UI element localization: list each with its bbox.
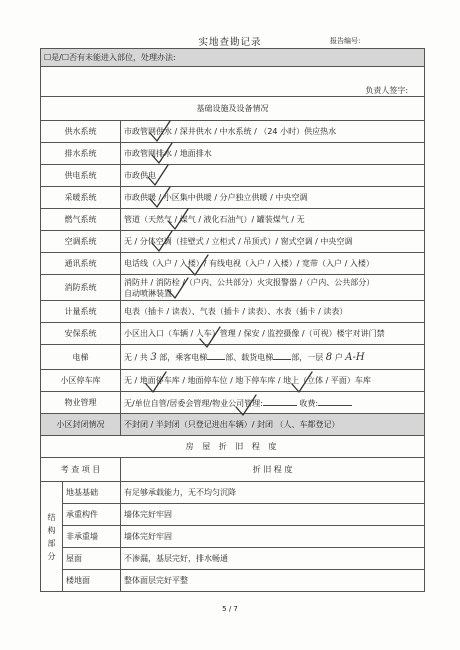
elevator-text-5: 户 (334, 353, 343, 362)
row-value: 市政管网供水 / 深井供水 / 中水系统 / （24 小时）供应热水 (121, 121, 425, 143)
blank-line (263, 397, 297, 406)
blank-line (207, 351, 225, 360)
row-label: 供水系统 (41, 121, 121, 143)
item-value: 墙体完好牢固 (121, 504, 425, 526)
table-row (41, 165, 425, 187)
depreciation-section-title: 房 屋 折 旧 程 度 (41, 436, 425, 458)
row-value: 市政供暖 / 小区集中供暖 / 分户独立供暖 / 中央空调 (121, 187, 425, 209)
table-row (41, 482, 425, 504)
table-row (41, 301, 425, 323)
parking-row (41, 370, 425, 392)
column-header-degree: 折 旧 程 度 (121, 458, 425, 482)
item-value: 整体面层完好平整 (121, 570, 425, 592)
table-row (41, 209, 425, 231)
closure-row (41, 414, 425, 436)
closure-label: 小区封闭情况 (41, 414, 121, 436)
row-label: 计量系统 (41, 301, 121, 323)
row-value (121, 275, 425, 301)
handwritten-unit-range: A-H (345, 352, 365, 363)
item-value: 墙体完好牢固 (121, 526, 425, 548)
table-row (41, 570, 425, 592)
table-row (41, 504, 425, 526)
blank-line (318, 397, 352, 406)
row-label: 供电系统 (41, 165, 121, 187)
row-label: 安保系统 (41, 323, 121, 345)
elevator-label: 电梯 (41, 345, 121, 370)
closure-value: 不封闭 / 半封闭（只登记进出车辆）/ 封闭 （人、车都登记） (121, 414, 425, 436)
table-row (41, 275, 425, 301)
table-row (41, 231, 425, 253)
elevator-row (41, 345, 425, 370)
row-label: 采暖系统 (41, 187, 121, 209)
structure-label-char: 分 (47, 551, 56, 561)
table-row (41, 548, 425, 570)
fire-value-line-2: 自动喷淋装置 (124, 288, 172, 298)
table-row (41, 323, 425, 345)
column-header-item: 考 查 项 目 (41, 458, 121, 482)
signature-line: 负责人签字: (41, 67, 425, 97)
row-label: 消防系统 (41, 275, 121, 301)
fire-value-line-1: 消防井 / 消防栓 /（户内、公共部分）火灾报警器 /（户内、公共部分） (124, 277, 375, 287)
item-label: 地基基础 (63, 482, 121, 504)
row-value: 市政供电 (121, 165, 425, 187)
item-label: 承重构件 (63, 504, 121, 526)
item-value: 不渗漏，基层完好，排水畅通 (121, 548, 425, 570)
handwritten-units-per-floor: 8 (325, 352, 333, 363)
row-label: 燃气系统 (41, 209, 121, 231)
row-label: 排水系统 (41, 143, 121, 165)
item-label: 楼地面 (63, 570, 121, 592)
item-label: 非承重墙 (63, 526, 121, 548)
table-row (41, 187, 425, 209)
blank-line (273, 351, 291, 360)
row-value: 管道（天然气 / 煤气 / 液化石油气）/ 罐装煤气 / 无 (121, 209, 425, 231)
document-title: 实地查勘记录 (198, 37, 262, 48)
elevator-text-3: 部、载货电梯 (225, 353, 274, 362)
property-text-1: 无/单位自管/居委会管理/物业公司管理: (124, 398, 263, 408)
access-question: ☐是/☐否有未能进入部位，处理办法: (41, 49, 425, 67)
table-row (41, 253, 425, 275)
parking-value: 无 / 地面停车库 / 地面停车位 / 地下停车库 / 地上（立体 / 平面）车库 (121, 370, 425, 392)
row-value: 小区出入口（车辆 / 人车）管理 / 保安 / 监控摄像 /（可视）楼宇对讲门禁 (121, 323, 425, 345)
item-label: 屋面 (63, 548, 121, 570)
elevator-text-2: 部，乘客电梯 (159, 353, 208, 362)
elevator-text-1: 无 / 共 (124, 353, 148, 362)
parking-label: 小区停车库 (41, 370, 121, 392)
table-row (41, 526, 425, 548)
facilities-section-title: 基础设施及设备情况 (41, 97, 425, 121)
property-label: 物业管理 (41, 392, 121, 414)
structure-part-label (41, 482, 63, 592)
page-number: 5 / 7 (222, 605, 238, 613)
structure-label-char: 结 (47, 512, 56, 522)
property-row (41, 392, 425, 414)
property-text-2: 收费: (299, 398, 319, 408)
handwritten-elevator-count: 3 (150, 352, 157, 363)
survey-table (40, 48, 425, 592)
elevator-text-4: 部，一层 (291, 353, 324, 362)
row-value: 电表（插卡 / 读表）、气表（插卡 / 读表）、水表（插卡 / 读表） (121, 301, 425, 323)
table-row (41, 121, 425, 143)
item-value: 有足够承载能力，无不均匀沉降 (121, 482, 425, 504)
report-number-label: 报告编号: (330, 37, 361, 45)
row-label: 通讯系统 (41, 253, 121, 275)
structure-label-char: 部 (47, 538, 56, 548)
table-row (41, 143, 425, 165)
structure-label-char: 构 (47, 525, 56, 535)
row-value: 无 / 分体空调（挂壁式 / 立柜式 / 吊顶式）/ 窗式空调 / 中央空调 (121, 231, 425, 253)
property-value (121, 392, 425, 414)
elevator-value (121, 345, 425, 370)
row-label: 空调系统 (41, 231, 121, 253)
row-value: 市政管网排水 / 地面排水 (121, 143, 425, 165)
row-value: 电话线（入户 / 入楼）/ 有线电视（入户 / 入楼）/ 宽带（入户 / 入楼） (121, 253, 425, 275)
